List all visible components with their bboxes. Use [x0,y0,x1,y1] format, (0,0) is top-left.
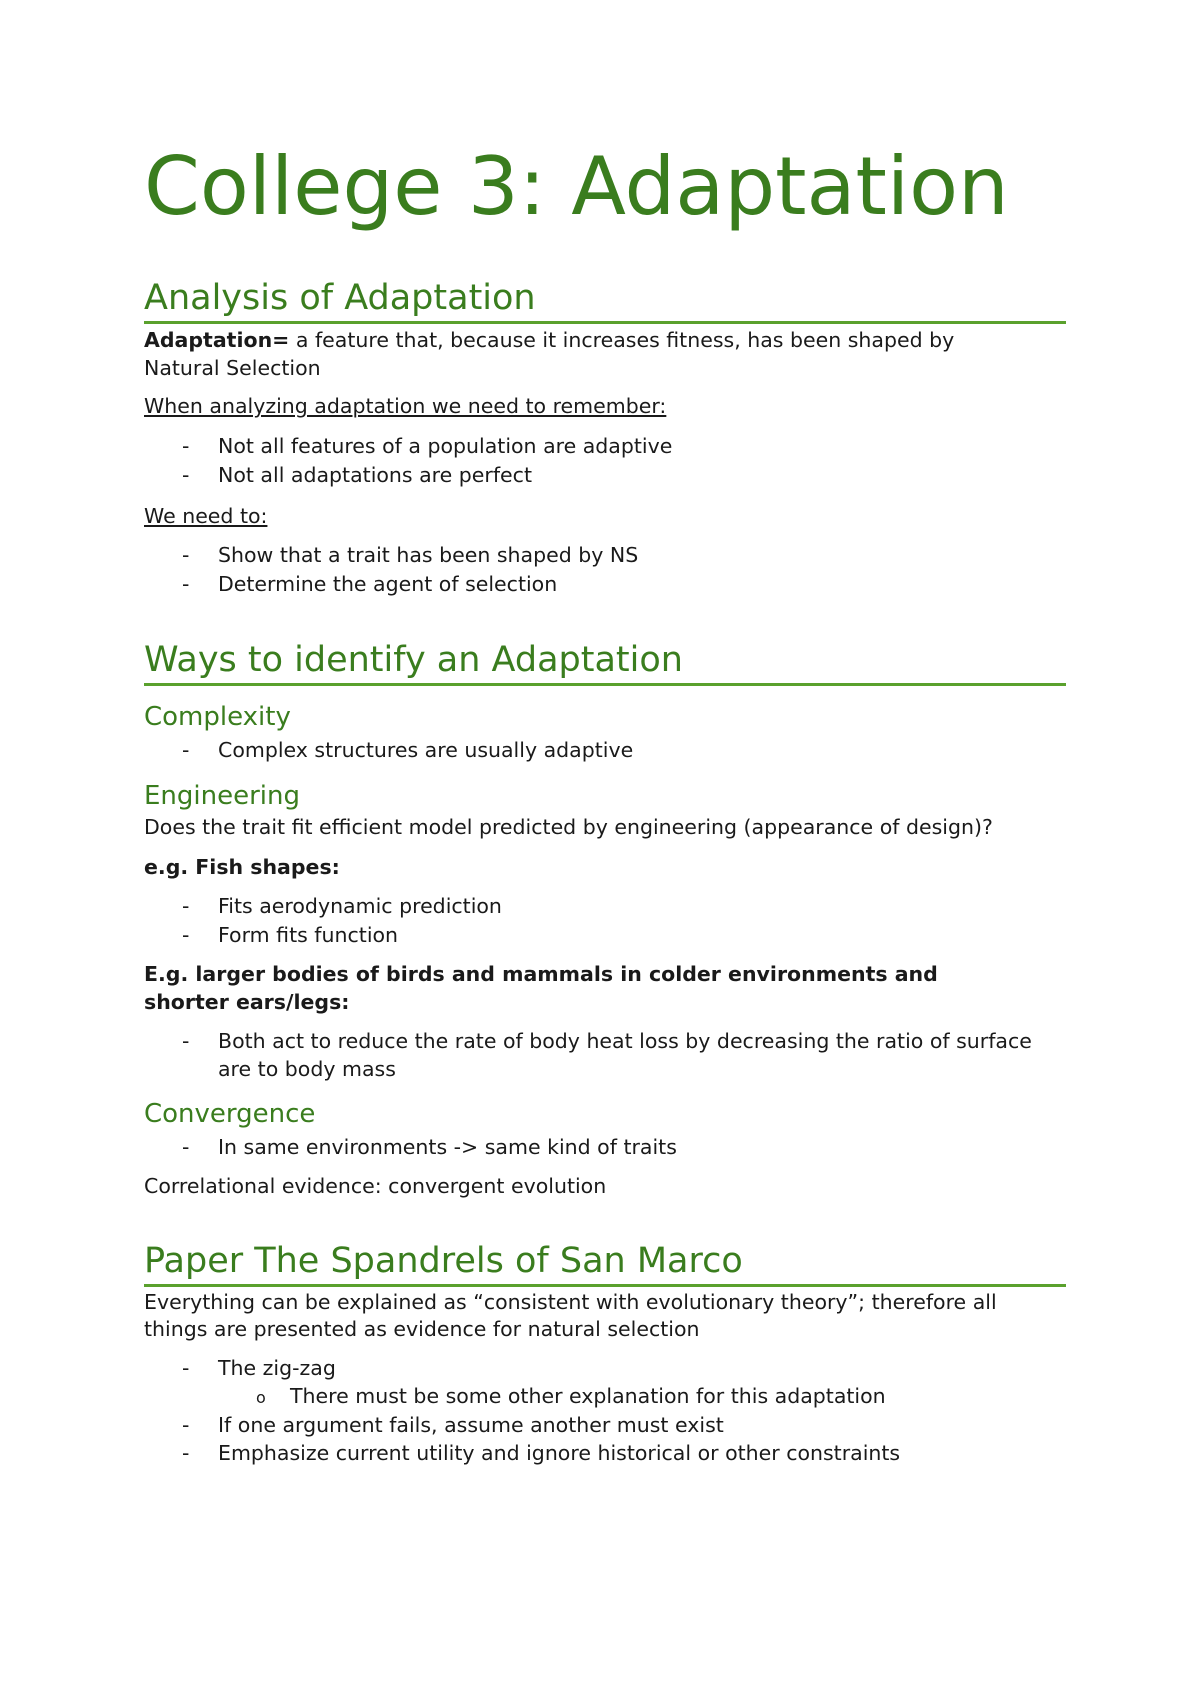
list-item [182,461,532,489]
remember-label: When analyzing adaptation we need to remember: [144,394,667,418]
dash-bullet: - [182,738,190,762]
dash-bullet: - [182,543,190,567]
dash-bullet: - [182,1441,190,1465]
list-item-text: Complex structures are usually adaptive [218,738,634,762]
list-item-text: Not all features of a population are adaptive [218,434,673,458]
list-item-text: In same environments -> same kind of traits [218,1135,677,1159]
definition-text: a feature that, because it increases fitness, has been shaped by [289,328,955,352]
section-heading-ways: Ways to identify an Adaptation [144,640,683,680]
definition-line [144,326,954,354]
definition-term: Adaptation= [144,328,290,352]
section-heading-spandrels: Paper The Spandrels of San Marco [144,1241,743,1281]
list-item-continuation [182,1055,396,1083]
list-item [182,432,672,460]
definition-line-2: Natural Selection [144,356,321,380]
example-label-birds-2: shorter ears/legs: [144,990,350,1014]
engineering-text: Does the trait fit efficient model predicted by engineering (appearance of design)? [144,815,993,839]
dash-bullet: - [182,1413,190,1437]
list-item-text: The zig-zag [218,1356,336,1380]
spandrels-text: Everything can be explained as “consistent with evolutionary theory”; therefore all [144,1290,997,1314]
dash-bullet: - [182,572,190,596]
list-item-text: Not all adaptations are perfect [218,463,532,487]
list-item-text: Form fits function [218,923,399,947]
dash-bullet: - [182,434,190,458]
list-item [182,1354,336,1382]
section-heading-analysis: Analysis of Adaptation [144,278,536,318]
list-item-text: If one argument fails, assume another must exist [218,1413,724,1437]
circle-bullet-icon: o [256,1388,266,1407]
list-item [182,1027,1032,1055]
list-item-text: are to body mass [218,1057,396,1081]
list-item [182,570,557,598]
list-item [182,1439,900,1467]
example-label-fish: e.g. Fish shapes: [144,855,340,879]
dash-bullet: - [182,923,190,947]
example-label-birds: E.g. larger bodies of birds and mammals in colder environments and [144,962,938,986]
list-item [182,921,398,949]
list-item-text: Show that a trait has been shaped by NS [218,543,639,567]
subheading-engineering: Engineering [144,781,300,811]
list-item-text: Both act to reduce the rate of body heat loss by decreasing the ratio of surface [218,1029,1032,1053]
section-rule [144,321,1066,324]
dash-bullet: - [182,463,190,487]
list-item-text: Fits aerodynamic prediction [218,894,502,918]
list-item-text: Emphasize current utility and ignore historical or other constraints [218,1441,901,1465]
dash-bullet: - [182,1135,190,1159]
dash-bullet: - [182,894,190,918]
need-label: We need to: [144,504,268,528]
list-item [182,736,633,764]
section-rule [144,683,1066,686]
sub-list-item [256,1382,886,1412]
list-item [182,1133,677,1161]
dash-bullet: - [182,1356,190,1380]
list-item-text: There must be some other explanation for this adaptation [290,1384,886,1408]
subheading-complexity: Complexity [144,702,291,732]
subheading-convergence: Convergence [144,1099,316,1129]
document-title: College 3: Adaptation [144,140,1009,233]
list-item [182,892,502,920]
list-item-text: Determine the agent of selection [218,572,558,596]
dash-bullet: - [182,1029,190,1053]
convergence-text: Correlational evidence: convergent evolution [144,1174,607,1198]
section-rule [144,1284,1066,1287]
list-item [182,1411,724,1439]
spandrels-text-2: things are presented as evidence for natural selection [144,1317,700,1341]
list-item [182,541,638,569]
